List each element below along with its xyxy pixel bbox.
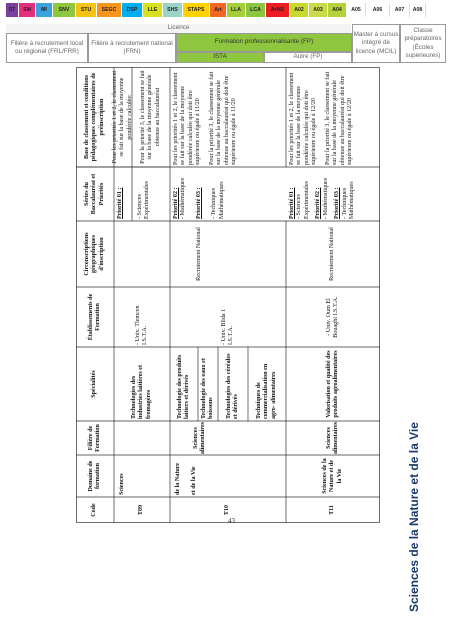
col-header-base: Base de classement et conditions pédagogiques complémentaires de préinscription	[83, 72, 105, 162]
t10-priority-2-series: - Mathématiques	[180, 177, 187, 219]
col-header-filiere: Filière de Formation	[87, 424, 101, 452]
cpge-filter[interactable]: Classe préparatoires (Écoles supérieures)	[400, 24, 446, 63]
tab-lle[interactable]: LLE	[143, 3, 163, 17]
tab-st[interactable]: ST	[6, 3, 19, 17]
tab-snv[interactable]: SNV	[53, 3, 76, 17]
tab-a08[interactable]: A08	[410, 3, 426, 17]
category-tab-bar	[6, 3, 446, 17]
tab-sm[interactable]: SM	[19, 3, 36, 17]
tab-dsp[interactable]: DSP	[122, 3, 143, 17]
t10-priority-2-label: Priorité 02 :	[173, 187, 179, 219]
t11-priority-3-series: - Techniques Mathématiques	[341, 181, 355, 219]
t09-base-p2: Pour la priorité 3, le classement se fait sur la base de la moyenne générale obtenue au baccalauréat	[139, 70, 161, 164]
t10-domaine-line3: et de la Vie	[191, 466, 197, 495]
t11-base-p2: Pour la priorité 3, le classement se fait sur la base de la moyenne générale obtenue au baccalauréat qui doit être supérieure ou égale à 12/20	[324, 71, 353, 165]
page-number: 43	[228, 517, 235, 525]
tab-mi[interactable]: MI	[36, 3, 53, 17]
tab-segc[interactable]: SEGC	[97, 3, 122, 17]
col-header-domaine: Domaine de formation	[87, 460, 101, 492]
t11-circonscription: Recrutement National	[329, 227, 336, 281]
t10-specialite-3: Technologies des céréales et dérivés	[225, 353, 239, 419]
tab-stu[interactable]: STU	[76, 3, 97, 17]
tab-a02[interactable]: A02	[290, 3, 309, 17]
mcil-filter[interactable]: Master à cursus intégré de licence (MCIL)	[352, 24, 400, 63]
licence-header: Licence	[6, 24, 351, 33]
ista-filter[interactable]: ISTA	[176, 52, 264, 63]
tab-a06[interactable]: A06	[366, 3, 390, 17]
t11-specialite: Valorisation et qualité des produits agroalimentaires	[325, 350, 339, 418]
t10-filiere: Sciences alimentaires	[192, 421, 206, 455]
tab-a03[interactable]: A03	[309, 3, 328, 17]
t11-priority-2-label: Priorité 02 :	[315, 187, 322, 219]
col-header-series: Séries du Baccalauréat et Priorités	[83, 173, 105, 215]
t11-filiere: Sciences alimentaires	[325, 421, 339, 455]
tab-a05[interactable]: A05	[347, 3, 366, 17]
t10-base	[172, 67, 284, 167]
t10-domaine-line2: de la Nature	[175, 462, 181, 495]
t11-code: T11	[329, 505, 336, 515]
col-header-specialites: Spécialités	[91, 370, 98, 398]
tab-lla[interactable]: LLA	[227, 3, 246, 17]
tab-staps[interactable]: STAPS	[183, 3, 210, 17]
t09-priority-label: Priorité 01 :	[117, 187, 123, 219]
tab-a04[interactable]: A04	[328, 3, 347, 17]
t11-etablissement: - Univ. Oum El Bouaghi I.S.T.A.	[325, 296, 339, 338]
t09-base-p1: Pour les priorités 1 et 2, le classement se fait sur la base de la moyenne pondérée calculée:	[111, 70, 133, 164]
t11-priority-1-series: - Sciences Expérimentales	[296, 181, 310, 219]
t11-series	[288, 167, 378, 221]
t10-domaine-line1: Sciences	[119, 473, 125, 495]
t11-priority-1-label: Priorité 01 :	[289, 187, 295, 219]
col-header-code: Code	[91, 503, 98, 517]
fp-filter[interactable]: Formation professionnalisante (FP)	[176, 33, 352, 52]
formation-table	[76, 67, 380, 523]
tab-a07[interactable]: A07	[390, 3, 410, 17]
t09-series-priority	[116, 167, 132, 221]
t10-specialite-1: Technologie des produits laitiers et dérivés	[176, 354, 190, 419]
t10-base-p2: Pour la priorité 3, le classement se fait sur la base de la moyenne générale obtenue au baccalauréat qui doit être supérieure ou égale à 11/20	[208, 71, 237, 165]
t11-domaine: Sciences de la Nature et de la Vie	[321, 458, 343, 494]
t09-series-list: - Sciences Expérimentales	[137, 181, 151, 219]
tab-lca[interactable]: LCA	[246, 3, 266, 17]
tab-shs[interactable]: SHS	[163, 3, 183, 17]
col-header-etablissements: Établissements de Formation	[87, 293, 101, 341]
side-title-text: Sciences de la Nature et de la Vie	[407, 422, 421, 612]
frn-filter[interactable]: Filière à recrutement national (FRN)	[88, 33, 176, 63]
t10-priority-3-series: - Techniques Mathématiques	[211, 181, 225, 219]
frl-filter[interactable]: Filière à recrutement local ou régional (FRL/FRR)	[6, 33, 88, 63]
t10-series	[172, 167, 284, 221]
t11-priority-3-label: Priorité 03 :	[334, 187, 341, 219]
t10-specialite-2: Technologie des eaux et boissons	[200, 358, 214, 419]
t11-base	[288, 67, 378, 167]
col-header-circonscriptions: Circonscriptions géographiques d'inscription	[83, 232, 105, 276]
t09-specialite: Technologies des industries laitières et fromagères	[130, 364, 152, 419]
autre-fp-filter[interactable]: Autre (FP)	[264, 52, 352, 63]
t10-specialite-4: Techniques de commercialisation en agro- alimentaires	[255, 363, 277, 419]
t09-etablissement: - Univ. Tlemcen I.S.T.A.	[134, 305, 148, 345]
tab-arms[interactable]: ArMS	[266, 3, 290, 17]
t10-etablissement: - Univ. Blida 1 I.S.T.A.	[220, 308, 234, 345]
t10-code: T10	[224, 504, 231, 516]
t09-code: T09	[138, 504, 145, 516]
t11-base-p1: Pour les priorités 1 et 2, le classement se fait sur la base de la moyenne pondérée calculée qui doit être supérieure ou égale à 12/20	[289, 72, 318, 165]
t10-circonscription: Recrutement National	[196, 227, 203, 281]
t11-priority-2-series: - Mathématiques	[322, 177, 329, 219]
tab-art[interactable]: Art	[210, 3, 227, 17]
t10-priority-3-label: Priorité 03 :	[195, 187, 202, 219]
t10-base-p1: Pour les priorités 1 et 2, le classement se fait sur la base de la moyenne pondérée calculée qui doit être supérieure ou égale à 11/20	[173, 72, 202, 165]
